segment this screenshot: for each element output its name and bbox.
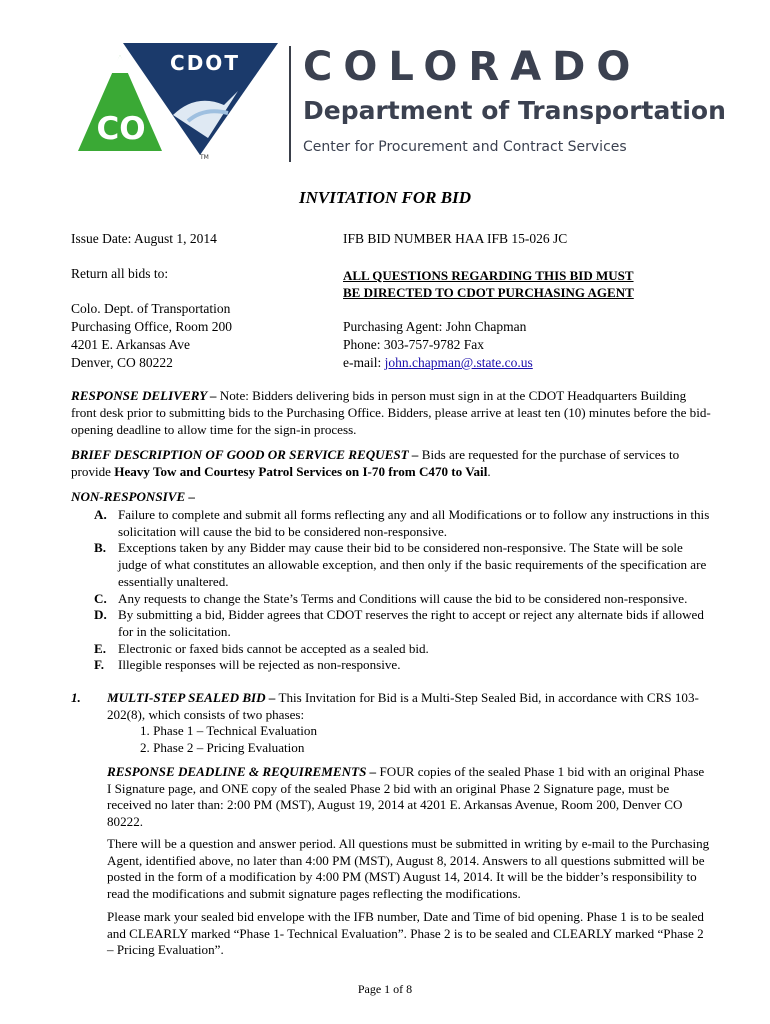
list-item: [71, 657, 711, 674]
svg-text:TM: TM: [200, 154, 209, 161]
address-line: Colo. Dept. of Transportation: [71, 301, 231, 316]
return-label: Return all bids to:: [71, 266, 169, 281]
brief-description-text: Bids are requested for the purchase of services to provide: [71, 447, 680, 479]
item-letter: D.: [94, 607, 107, 623]
header-divider: [289, 46, 291, 162]
response-deadline: [107, 764, 711, 831]
address-line: Purchasing Office, Room 200: [71, 319, 232, 334]
list-item: [71, 607, 711, 640]
agent-contact: [343, 318, 533, 372]
qa-paragraph: There will be a question and answer period. All questions must be submitted in writing by e-mail to the Purchasing Agent, identified above, no later than 4:00 PM (MST), August 8, 2014. Answers to all questions submitted will be posted in the form of a modification by 4:00 PM (MST) August 14, 2014. It will be the bidder’s responsibility to read the modifications and submit signature pages reflecting the modifications.: [107, 836, 710, 902]
brief-description-end: .: [487, 464, 491, 479]
section-number: 1.: [71, 690, 81, 705]
brand-center: Center for Procurement and Contract Services: [303, 139, 627, 155]
phase-item: 1. Phase 1 – Technical Evaluation: [140, 723, 318, 738]
svg-text:CDOT: CDOT: [170, 51, 240, 75]
phase-item: 2. Phase 2 – Pricing Evaluation: [140, 739, 305, 755]
item-text: Illegible responses will be rejected as non-responsive.: [118, 657, 401, 673]
non-responsive-label: NON-RESPONSIVE –: [71, 489, 196, 504]
item-letter: F.: [94, 657, 105, 673]
item-letter: B.: [94, 540, 107, 556]
item-text: Electronic or faxed bids cannot be accepted as a sealed bid.: [118, 640, 429, 656]
brand-block: [303, 40, 726, 155]
questions-line-2: BE DIRECTED TO CDOT PURCHASING AGENT: [343, 285, 634, 300]
response-delivery: [71, 387, 711, 438]
item-text: By submitting a bid, Bidder agrees that CDOT reserves the right to accept or reject any alternate bids if allowed for in the solicitation.: [118, 607, 704, 639]
item-letter: E.: [94, 640, 107, 656]
section-1-body: [71, 690, 711, 723]
item-letter: A.: [94, 507, 107, 522]
agent-email-link[interactable]: john.chapman@.state.co.us: [384, 355, 533, 370]
item-letter: C.: [94, 590, 107, 606]
item-text: Failure to complete and submit all forms reflecting any and all Modifications or to follow any instructions in this solicitation will cause the bid to be considered non-responsive.: [118, 507, 710, 539]
list-item: [71, 591, 711, 608]
address-line: 4201 E. Arkansas Ave: [71, 337, 190, 352]
brief-description-service: Heavy Tow and Courtesy Patrol Services on I-70 from C470 to Vail: [114, 464, 488, 479]
agent-name: Purchasing Agent: John Chapman: [343, 319, 527, 334]
list-item: [71, 641, 711, 658]
agent-email-label: e-mail:: [343, 355, 385, 370]
list-item: [71, 507, 711, 540]
questions-notice: [343, 267, 634, 301]
brand-state: COLORADO: [303, 44, 642, 90]
brief-description: [71, 446, 711, 480]
envelope-paragraph: Please mark your sealed bid envelope with the IFB number, Date and Time of bid opening. Phase 1 is to be sealed and CLEARLY marked “Phase 1- Technical Evaluation”. Phase 2 is to be sealed and CLEARLY marked “Phase 2 – Pricing Evaluation”.: [107, 909, 704, 958]
ifb-number: IFB BID NUMBER HAA IFB 15-026 JC: [343, 231, 568, 246]
list-item: [71, 540, 711, 590]
brand-department: Department of Transportation: [303, 96, 726, 125]
section-1-text: This Invitation for Bid is a Multi-Step Sealed Bid, in accordance with CRS 103-202(8), which consists of two phases:: [107, 690, 699, 722]
non-responsive-heading: [71, 488, 711, 505]
return-address: [71, 300, 232, 372]
section-1: [71, 690, 711, 756]
item-text: Exceptions taken by any Bidder may cause their bid to be considered non-responsive. The State will be sole judge of what constitutes an allowable exception, and then only if the basic requirements of the specification are essentially unaltered.: [118, 540, 707, 589]
agent-phone: Phone: 303-757-9782 Fax: [343, 337, 484, 352]
cdot-logo: [78, 43, 278, 161]
response-deadline-text: FOUR copies of the sealed Phase 1 bid with an original Phase I Signature page, and ONE copy of the sealed Phase 2 bid with an original Phase 2 Signature page, must be received no later than: 2:00 PM (MST), August 19, 2014 at 4201 E. Arkansas Avenue, Room 200, Denver CO 80222.: [107, 764, 705, 830]
issue-date: Issue Date: August 1, 2014: [71, 231, 217, 246]
agent-email-line: [343, 354, 533, 372]
response-deadline-label: RESPONSE DEADLINE & REQUIREMENTS –: [107, 764, 377, 779]
brief-description-label: BRIEF DESCRIPTION OF GOOD OR SERVICE REQUEST –: [71, 447, 419, 462]
questions-line-1: ALL QUESTIONS REGARDING THIS BID MUST: [343, 268, 634, 283]
address-line: Denver, CO 80222: [71, 355, 173, 370]
document-title: INVITATION FOR BID: [299, 188, 471, 207]
page-number: Page 1 of 8: [357, 982, 413, 996]
response-delivery-text: Note: Bidders delivering bids in person must sign in at the CDOT Headquarters Building front desk prior to submitting bids to the Purchasing Office. Bidders, please arrive at least ten (10) minutes before the bid-opening deadline to allow time for the sign-in process.: [71, 388, 711, 437]
response-delivery-label: RESPONSE DELIVERY –: [71, 388, 217, 403]
phase-list: [71, 723, 711, 756]
non-responsive-list: [71, 507, 711, 674]
section-1-label: MULTI-STEP SEALED BID –: [107, 690, 276, 705]
item-text: Any requests to change the State’s Terms and Conditions will cause the bid to be considered non-responsive.: [118, 590, 688, 606]
svg-text:CO: CO: [96, 111, 146, 147]
